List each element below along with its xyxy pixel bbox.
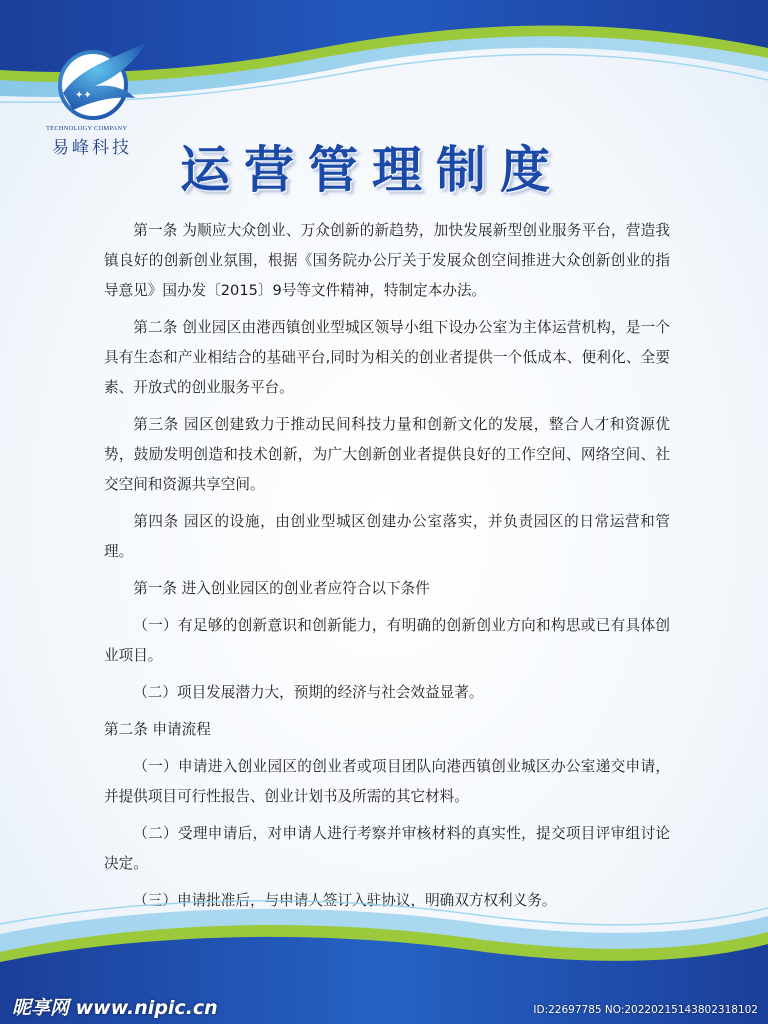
paragraph: 第四条 园区的设施，由创业型城区创建办公室落实，并负责园区的日常运营和管理。 (104, 513, 670, 560)
section-heading: 第二条 申请流程 (104, 721, 211, 738)
watermark-id: ID:22697785 NO:20220215143802318102 (533, 1004, 758, 1016)
paragraph: （二）受理申请后，对申请人进行考察并审核材料的真实性，提交项目评审组讨论决定。 (104, 825, 670, 872)
paragraph: （二）项目发展潜力大，预期的经济与社会效益显著。 (133, 684, 484, 701)
paragraph: （一）有足够的创新意识和创新能力，有明确的创新创业方向和构思或已有具体创业项目。 (104, 617, 670, 664)
paragraph: 第一条 进入创业园区的创业者应符合以下条件 (133, 580, 430, 597)
watermark-brand: 昵享网 www.nipic.cn (12, 997, 218, 1019)
logo-chinese-name: 易峰科技 (52, 138, 132, 158)
page-title: 运营管理制度 (180, 141, 564, 199)
paragraph: 第二条 创业园区由港西镇创业型城区领导小组下设办公室为主体运营机构，是一个具有生态和产业相结合的基础平台,同时为相关的创业者提供一个低成本、便利化、全要素、开放式的创业服务平台。 (104, 319, 670, 396)
paragraph: （一）申请进入创业园区的创业者或项目团队向港西镇创业城区办公室递交申请，并提供项目可行性报告、创业计划书及所需的其它材料。 (104, 758, 670, 805)
paragraph: （三）申请批准后，与申请人签订入驻协议，明确双方权利义务。 (133, 892, 557, 909)
svg-text:✦✦: ✦✦ (75, 90, 92, 101)
logo-english-text: TECHNOLOGY COMPANY (46, 125, 128, 132)
paragraph: 第一条 为顺应大众创业、万众创新的新趋势，加快发展新型创业服务平台，营造我镇良好的创新创业氛围，根据《国务院办公厅关于发展众创空间推进大众创新创业的指导意见》国办发〔2015〕9号等文件精神，特制定本办法。 (104, 222, 670, 299)
paragraph: 第三条 园区创建致力于推动民间科技力量和创新文化的发展，整合人才和资源优势，鼓励发明创造和技术创新，为广大创新创业者提供良好的工作空间、网络空间、社交空间和资源共享空间。 (104, 416, 670, 493)
company-logo (55, 38, 150, 123)
regulation-content (104, 216, 670, 923)
